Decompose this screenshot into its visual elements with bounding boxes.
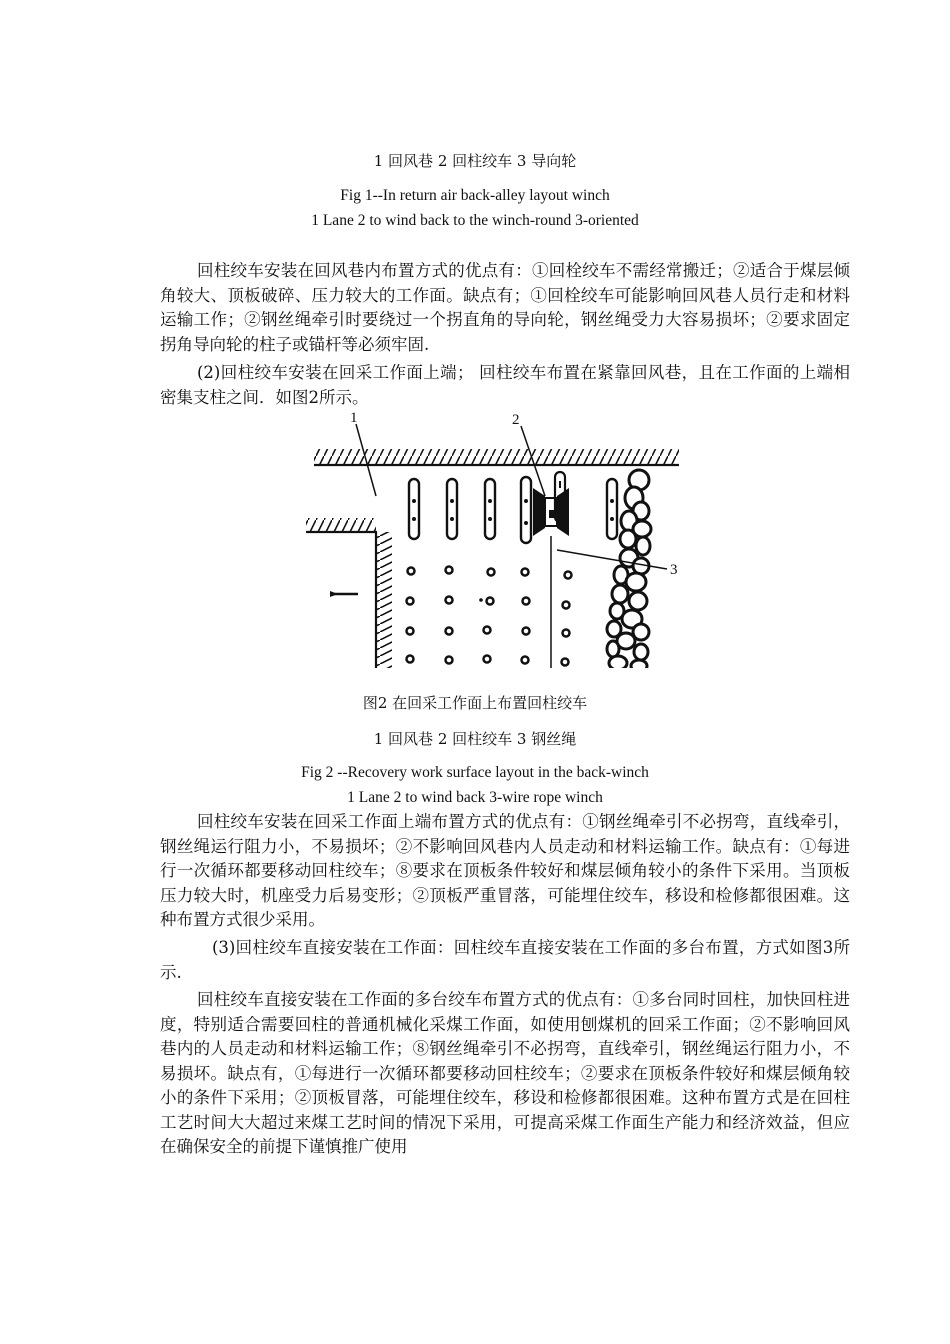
- goaf-rubble: [607, 470, 651, 668]
- paragraph-advantages-upper-end: 回柱绞车安装在回采工作面上端布置方式的优点有：①钢丝绳牵引不必拐弯，直线牵引，钢丝绳运行阻力小，不易损坏；②不影响回风巷内人员走动和材料运输工作。缺点有：①每进行一次循环都要移动回柱绞车；⑧要求在顶板条件较好和煤层倾角较小的条件下采用。当顶板压力较大时，机座受力后易变形；②顶板严重冒落，可能埋住绞车，移设和检修都很困难。这种布置方式很少采用。: [160, 812, 850, 929]
- paragraph-advantages-return-alley: 回柱绞车安装在回风巷内布置方式的优点有：①回栓绞车不需经常搬迁；②适合于煤层倾角较大、顶板破碎、压力较大的工作面。缺点有；①回栓绞车可能影响回风巷人员行走和材料运输工作；②钢丝绳牵引时要绕过一个拐直角的导向轮，钢丝绳受力大容易损坏；②要求固定拐角导向轮的柱子或锚杆等必须牢固.: [160, 261, 850, 354]
- winch: [533, 472, 569, 536]
- fig2-label-2: 2: [512, 412, 520, 428]
- support-props-row: [409, 477, 617, 543]
- direction-arrow: [330, 591, 358, 597]
- fig2-legend-cn: 1 回风巷 2 回柱绞车 3 钢丝绳: [373, 730, 577, 748]
- prop-joints: [412, 499, 614, 525]
- paragraph-layout-2: (2)回柱绞车安装在回采工作面上端； 回柱绞车布置在紧靠回风巷，且在工作面的上端相密集支柱之间．如图2所示。: [160, 363, 850, 407]
- fig2-caption-en: Fig 2 --Recovery work surface layout in the back-winch: [301, 764, 649, 781]
- paragraph-advantages-multi-winch: 回柱绞车直接安装在工作面的多台绞车布置方式的优点有：①多台同时回柱，加快回柱进度，特别适合需要回柱的普通机械化采煤工作面，如使用刨煤机的回采工作面；②不影响回风巷内的人员走动和材料运输工作；⑧钢丝绳牵引不必拐弯，直线牵引，钢丝绳运行阻力小，不易损坏。缺点有，①每进行一次循环都要移动回柱绞车；②要求在顶板条件较好和煤层倾角较小的条件下采用；②顶板冒落，可能埋住绞车，移设和检修都很困难。这种布置方式是在回柱工艺时间大大超过来煤工艺时间的情况下采用，可提高采煤工作面生产能力和经济效益，但应在确保安全的前提下谨慎推广使用: [160, 990, 850, 1156]
- fig1-legend-en: 1 Lane 2 to wind back to the winch-round 3-oriented: [311, 212, 639, 229]
- fig2-caption-cn: 图2 在回采工作面上布置回柱绞车: [362, 694, 588, 712]
- roof-wall: [314, 449, 679, 465]
- fig2-label-3: 3: [670, 562, 678, 578]
- fig2-diagram: [300, 408, 680, 668]
- paragraph-layout-3: (3)回柱绞车直接安装在工作面：回柱绞车直接安装在工作面的多台布置，方式如图3所示.: [160, 938, 850, 982]
- fig2-legend-en: 1 Lane 2 to wind back 3-wire rope winch: [347, 789, 603, 806]
- fig2-label-1: 1: [350, 410, 358, 426]
- leader-lines: [356, 424, 667, 569]
- support-props-grid: [407, 567, 572, 666]
- fig1-caption-en: Fig 1--In return air back-alley layout winch: [340, 187, 610, 204]
- fig1-legend-cn: 1 回风巷 2 回柱绞车 3 导向轮: [373, 152, 577, 170]
